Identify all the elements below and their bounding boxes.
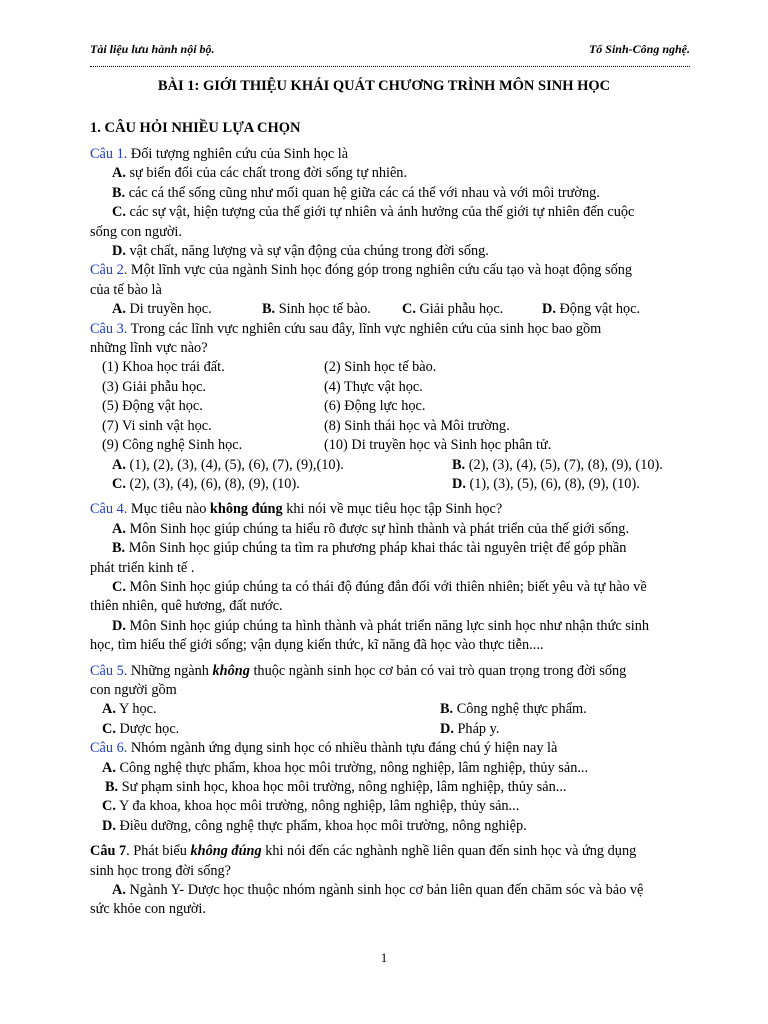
option-key: A. <box>112 165 126 182</box>
field-item: (1) Khoa học trái đất. <box>102 359 225 376</box>
options-row <box>90 475 695 494</box>
option-c <box>102 720 440 739</box>
option-c <box>90 203 695 222</box>
question-7 <box>90 842 695 861</box>
option-d-continued: học, tìm hiểu thế giới sống; vận dụng kiến thức, kĩ năng đã học vào thực tiễn.... <box>90 637 544 654</box>
question-label: Câu 1. <box>90 146 128 162</box>
option-key: B. <box>440 701 454 718</box>
option-b <box>90 539 695 558</box>
question-text: Một lĩnh vực của ngành Sinh học đóng góp trong nghiên cứu cấu tạo và hoạt động sống <box>127 262 633 279</box>
option-text: (1), (2), (3), (4), (5), (6), (7), (9),(10). <box>125 456 344 473</box>
field-row <box>90 378 695 397</box>
question-text: khi nói đến các nghành nghề liên quan đến sinh học và ứng dụng <box>261 843 637 860</box>
question-text-continued: những lĩnh vực nào? <box>90 340 208 357</box>
option-text: Sinh học tế bào. <box>275 301 371 318</box>
question-text: Nhóm ngành ứng dụng sinh học có nhiều thành tựu đáng chú ý hiện nay là <box>127 740 558 757</box>
option-c <box>402 300 542 319</box>
header-divider <box>90 66 690 67</box>
option-a-continued: sức khỏe con người. <box>90 901 206 918</box>
question-text: thuộc ngành sinh học cơ bản có vai trò quan trọng trong đời sống <box>249 662 627 679</box>
option-d <box>90 617 695 636</box>
question-text-continued: của tế bào là <box>90 281 162 298</box>
option-text: các cá thể sống cũng như mối quan hệ giữa các cá thể với nhau và với môi trường. <box>125 184 600 201</box>
option-text: Ngành Y- Dược học thuộc nhóm ngành sinh học cơ bản liên quan đến chăm sóc và bảo vệ <box>125 882 644 899</box>
option-key: C. <box>112 204 126 221</box>
option-key: D. <box>440 720 454 737</box>
option-b <box>452 456 663 475</box>
field-row <box>90 417 695 436</box>
field-item: (5) Động vật học. <box>102 398 203 415</box>
question-2 <box>90 261 695 280</box>
question-text-continued: sinh học trong đời sống? <box>90 862 231 879</box>
field-item: (9) Công nghệ Sinh học. <box>102 437 243 454</box>
option-text: Động vật học. <box>555 301 641 318</box>
option-key: C. <box>102 720 116 737</box>
option-key: A. <box>112 882 126 899</box>
options-row <box>90 456 695 475</box>
question-text: Những ngành <box>127 662 213 679</box>
option-text: Môn Sinh học giúp chúng ta hiểu rõ được sự hình thành và phát triển của thế giới sống. <box>125 520 630 537</box>
question-text: khi nói về mục tiêu học tập Sinh học? <box>282 501 503 518</box>
field-item: (4) Thực vật học. <box>324 378 423 395</box>
option-key: A. <box>112 456 126 473</box>
option-d <box>452 475 640 494</box>
options-row <box>90 720 695 739</box>
question-label: Câu 3. <box>90 320 128 337</box>
option-text: vật chất, năng lượng và sự vận động của chúng trong đời sống. <box>125 243 489 260</box>
option-key: B. <box>112 540 126 557</box>
option-text: Môn Sinh học giúp chúng ta tìm ra phương pháp khai thác tài nguyên triệt để góp phần <box>125 540 627 557</box>
option-text: Giải phẫu học. <box>415 301 504 318</box>
option-text: Dược học. <box>115 720 180 737</box>
option-b <box>440 700 587 719</box>
question-label: Câu 5. <box>90 662 128 679</box>
question-text: . Phát biểu <box>126 843 191 860</box>
option-c-continued: sống con người. <box>90 223 182 240</box>
section-heading: 1. CÂU HỎI NHIỀU LỰA CHỌN <box>90 120 301 136</box>
option-b-continued: phát triển kinh tế . <box>90 559 195 576</box>
option-key: A. <box>112 301 126 318</box>
option-key: D. <box>102 817 116 834</box>
question-text: Mục tiêu nào <box>127 501 210 518</box>
option-text: sự biến đổi của các chất trong đời sống tự nhiên. <box>125 165 408 182</box>
option-d <box>542 300 640 319</box>
option-text: Sư phạm sinh học, khoa học môi trường, nông nghiệp, lâm nghiệp, thủy sản... <box>118 779 567 795</box>
option-c-continued: thiên nhiên, quê hương, đất nước. <box>90 598 283 615</box>
field-item: (2) Sinh học tế bào. <box>324 359 437 376</box>
field-item: (7) Vi sinh vật học. <box>102 417 212 434</box>
option-text: (1), (3), (5), (6), (8), (9), (10). <box>465 475 640 492</box>
options-row <box>90 700 695 719</box>
option-c <box>90 578 695 597</box>
option-text: các sự vật, hiện tượng của thế giới tự nhiên và ảnh hưởng của thế giới tự nhiên đến cuộc <box>125 204 635 221</box>
page-number: 1 <box>380 950 388 965</box>
option-key: B. <box>105 779 119 795</box>
option-text: Công nghệ thực phẩm, khoa học môi trường, nông nghiệp, lâm nghiệp, thủy sản... <box>115 759 589 776</box>
question-text: Trong các lĩnh vực nghiên cứu sau đây, lĩnh vực nghiên cứu của sinh học bao gồm <box>127 320 602 337</box>
option-text: Di truyền học. <box>125 301 212 318</box>
question-label: Câu 7 <box>90 843 127 860</box>
options-row <box>90 300 695 319</box>
option-a <box>90 759 695 778</box>
question-label: Câu 2. <box>90 262 128 279</box>
option-text: Pháp y. <box>453 720 500 737</box>
question-list <box>90 145 695 920</box>
question-label: Câu 4. <box>90 501 128 518</box>
option-key: B. <box>112 184 126 201</box>
option-key: D. <box>112 617 126 634</box>
field-row <box>90 436 695 455</box>
option-key: A. <box>102 701 116 718</box>
option-b <box>90 778 695 797</box>
header-left: Tài liệu lưu hành nội bộ. <box>90 42 215 56</box>
question-3 <box>90 320 695 339</box>
option-text: (2), (3), (4), (5), (7), (8), (9), (10). <box>465 456 663 473</box>
question-text-continued: con người gồm <box>90 681 177 698</box>
emphasis-keyword: không đúng <box>209 501 283 518</box>
option-key: C. <box>112 578 126 595</box>
option-c <box>90 797 695 816</box>
option-text: (2), (3), (4), (6), (8), (9), (10). <box>125 475 300 492</box>
option-key: A. <box>102 759 116 776</box>
page-header <box>90 42 690 62</box>
option-key: A. <box>112 520 126 537</box>
option-d <box>440 720 499 739</box>
question-6 <box>90 739 695 758</box>
option-b <box>262 300 402 319</box>
option-b <box>90 184 695 203</box>
option-a <box>112 300 262 319</box>
option-key: C. <box>102 798 116 815</box>
option-a <box>90 881 695 900</box>
option-key: C. <box>402 301 416 318</box>
option-key: B. <box>452 456 466 473</box>
option-a <box>90 520 695 539</box>
field-row <box>90 397 695 416</box>
option-d <box>90 817 695 836</box>
question-text: Đối tượng nghiên cứu của Sinh học là <box>127 146 349 162</box>
question-4 <box>90 500 695 519</box>
field-item: (6) Động lực học. <box>324 398 426 415</box>
option-key: B. <box>262 301 276 318</box>
question-5 <box>90 662 695 681</box>
option-key: D. <box>542 301 556 318</box>
option-text: Công nghệ thực phẩm. <box>453 701 587 718</box>
field-item: (8) Sinh thái học và Môi trường. <box>324 417 510 434</box>
question-label: Câu 6. <box>90 740 128 757</box>
emphasis-keyword: không đúng <box>190 843 262 860</box>
header-right: Tổ Sinh-Công nghệ. <box>588 42 690 56</box>
option-key: C. <box>112 475 126 492</box>
lesson-title: BÀI 1: GIỚI THIỆU KHÁI QUÁT CHƯƠNG TRÌNH MÔN SINH HỌC <box>157 78 611 94</box>
field-item: (10) Di truyền học và Sinh học phân tử. <box>324 437 552 454</box>
option-text: Môn Sinh học giúp chúng ta có thái độ đúng đắn đối với thiên nhiên; biết yêu và tự hào về <box>125 578 647 595</box>
option-a <box>112 456 452 475</box>
option-text: Y học. <box>115 701 157 718</box>
option-a <box>102 700 440 719</box>
field-item: (3) Giải phẫu học. <box>102 378 207 395</box>
question-1 <box>90 145 695 164</box>
option-key: D. <box>112 243 126 260</box>
option-c <box>112 475 452 494</box>
option-text: Y đa khoa, khoa học môi trường, nông nghiệp, lâm nghiệp, thủy sản... <box>115 798 520 815</box>
option-text: Điều dưỡng, công nghệ thực phẩm, khoa học môi trường, nông nghiệp. <box>115 817 527 834</box>
option-text: Môn Sinh học giúp chúng ta hình thành và phát triển năng lực sinh học như nhận thức sinh <box>125 617 650 634</box>
field-row <box>90 358 695 377</box>
option-key: D. <box>452 475 466 492</box>
option-a <box>90 164 695 183</box>
emphasis-keyword: không <box>212 662 250 679</box>
option-d <box>90 242 695 261</box>
